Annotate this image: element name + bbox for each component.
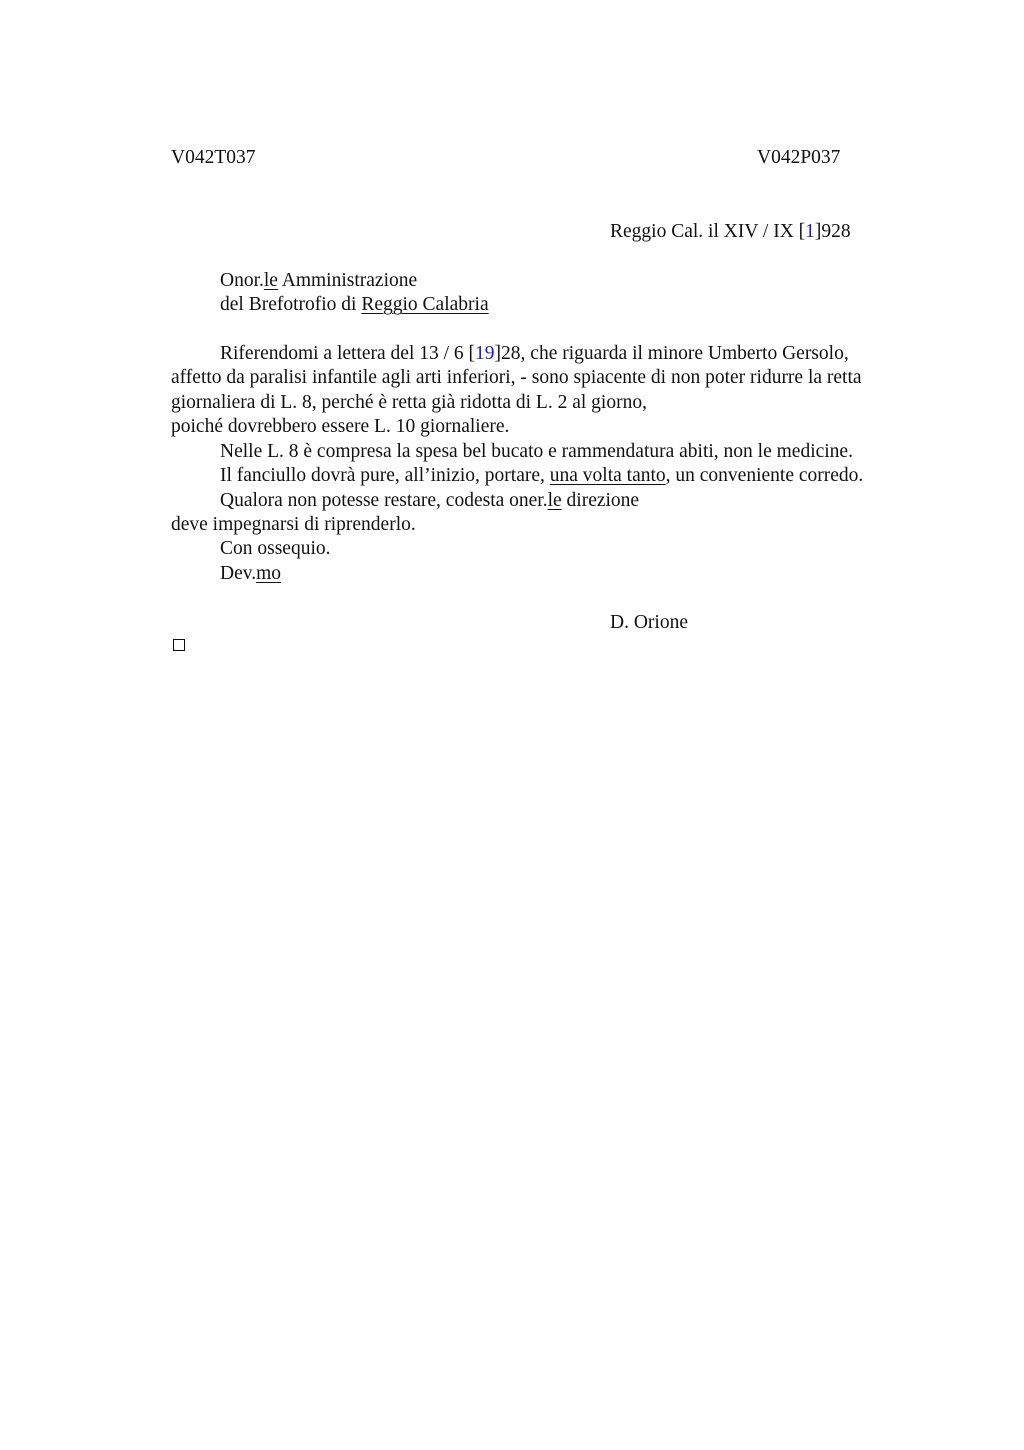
left-code: V042T037	[171, 147, 256, 168]
body-line-3: giornaliera di L. 8, perché è retta già ridotta di L. 2 al giorno,	[171, 392, 647, 413]
body-line-6	[220, 464, 863, 488]
addressee-line-1-c: Amministrazione	[277, 270, 418, 291]
body-line-1-bracket: 19	[475, 343, 495, 364]
body-line-6-a: Il fanciullo dovrà pure, all’inizio, portare,	[220, 465, 550, 486]
body-line-1-b: ]28, che riguarda il minore Umberto Gersolo,	[494, 343, 849, 364]
dateline-prefix: Reggio Cal. il XIV / IX [	[610, 221, 806, 242]
body-line-1	[220, 342, 849, 366]
dateline-suffix: ]928	[814, 221, 851, 242]
body-line-1-a: Riferendomi a lettera del 13 / 6 [	[220, 343, 476, 364]
body-line-2: affetto da paralisi infantile agli arti inferiori, - sono spiacente di non poter ridurre la retta	[171, 367, 862, 388]
body-line-10-a: Dev.	[220, 563, 257, 584]
signature: D. Orione	[610, 612, 688, 633]
body-line-8: deve impegnarsi di riprenderlo.	[171, 514, 416, 535]
body-line-7-a: Qualora non potesse restare, codesta oner.	[220, 490, 548, 511]
body-line-6-b: una volta tanto	[549, 465, 666, 486]
addressee-line-1-b: le	[263, 270, 278, 291]
dateline-bracket-text: 1	[805, 221, 815, 242]
body-line-9: Con ossequio.	[220, 538, 331, 559]
right-code: V042P037	[757, 147, 841, 168]
body-line-5: Nelle L. 8 è compresa la spesa bel bucato e rammendatura abiti, non le medicine.	[220, 441, 853, 462]
body-line-10	[220, 562, 281, 586]
body-line-4: poiché dovrebbero essere L. 10 giornaliere.	[171, 416, 510, 437]
body-line-10-b: mo	[256, 563, 282, 584]
addressee-line-1-a: Onor.	[220, 270, 264, 291]
addressee-line-2-b: Reggio Calabria	[361, 294, 489, 315]
addressee-line-2-a: del Brefotrofio di	[220, 294, 362, 315]
body-line-7	[220, 489, 639, 513]
body-line-7-b: le	[547, 490, 562, 511]
dateline	[610, 220, 851, 244]
body-line-6-c: , un conveniente corredo.	[665, 465, 864, 486]
addressee-line-1	[220, 269, 417, 293]
empty-square-glyph	[173, 639, 185, 651]
body-line-7-c: direzione	[561, 490, 640, 511]
addressee-line-2	[220, 293, 489, 317]
